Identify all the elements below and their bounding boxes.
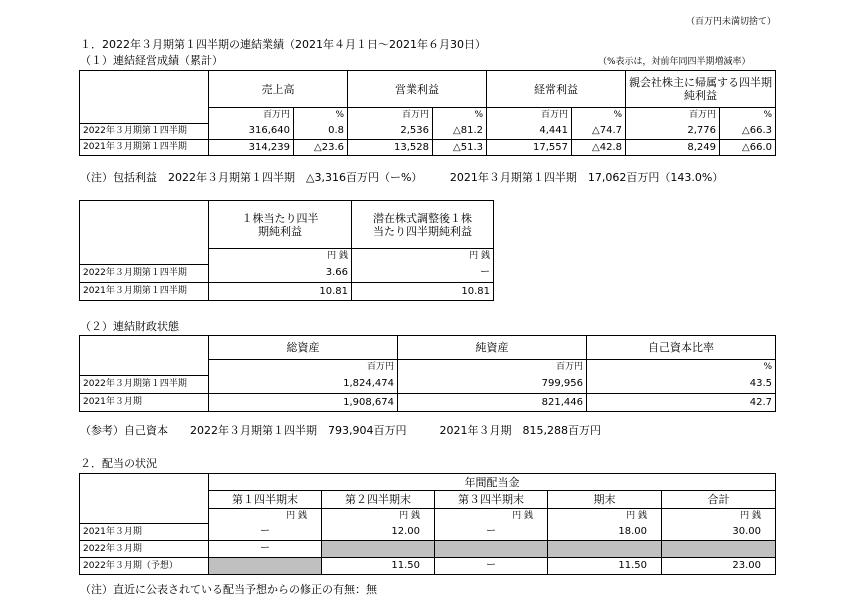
unit-cell: % <box>587 360 776 376</box>
table-row <box>80 376 776 394</box>
value-cell: △51.3 <box>433 140 487 156</box>
row-label: 2022年３月期第１四半期 <box>80 124 209 140</box>
header-total-assets: 総資産 <box>209 336 398 360</box>
row-label-header <box>80 71 209 108</box>
value-cell: △23.6 <box>294 140 348 156</box>
table-row <box>80 541 776 558</box>
value-cell: 1,824,474 <box>209 376 398 394</box>
value-cell: 23.00 <box>662 558 776 575</box>
value-cell: 10.81 <box>352 283 494 301</box>
value-cell: ー <box>352 265 494 283</box>
row-label: 2022年３月期第１四半期 <box>80 376 209 394</box>
header-annual-dividends: 年間配当金 <box>209 474 776 491</box>
unit-cell: 百万円 <box>487 108 572 124</box>
value-cell: △66.3 <box>720 124 776 140</box>
table-row <box>80 265 494 283</box>
value-cell: 42.7 <box>587 394 776 412</box>
unit-cell: % <box>572 108 626 124</box>
header-net-income: 親会社株主に帰属する四半期純利益 <box>626 71 776 108</box>
row-label: 2022年３月期第１四半期 <box>80 265 209 283</box>
header-net-sales: 売上高 <box>209 71 348 108</box>
table-row <box>80 124 776 140</box>
unit-cell: % <box>720 108 776 124</box>
financial-position-table <box>79 335 776 412</box>
value-cell: △66.0 <box>720 140 776 156</box>
row-label: 2021年３月期第１四半期 <box>80 140 209 156</box>
value-cell: ー <box>435 558 548 575</box>
header-diluted-eps: 潜在株式調整後１株当たり四半期純利益 <box>352 201 494 249</box>
value-cell: ー <box>209 524 322 541</box>
value-cell: 2,536 <box>348 124 433 140</box>
value-cell: 10.81 <box>209 283 352 301</box>
unit-cell: 百万円 <box>209 360 398 376</box>
unit-cell: 百万円 <box>398 360 587 376</box>
dividend-revision-note: （注）直近に公表されている配当予想からの修正の有無：無 <box>80 583 377 596</box>
row-label: 2021年３月期第１四半期 <box>80 283 209 301</box>
subsection-title-operating-results: （１）連結経営成績（累計） <box>80 54 223 67</box>
table-row <box>80 283 494 301</box>
unit-cell: 円 銭 <box>209 509 322 524</box>
value-cell: 314,239 <box>209 140 294 156</box>
value-cell: 11.50 <box>322 558 435 575</box>
header-operating-income: 営業利益 <box>348 71 487 108</box>
equity-reference-note: （参考）自己資本 2022年３月期第１四半期 793,904百万円 2021年３月期 815,288百万円 <box>80 424 601 437</box>
subsection-title-financial-position: （２）連結財政状態 <box>80 320 179 333</box>
value-cell: 30.00 <box>662 524 776 541</box>
unit-cell: 百万円 <box>209 108 294 124</box>
unit-cell: % <box>294 108 348 124</box>
header-ordinary-income: 経常利益 <box>487 71 626 108</box>
section-title-results: １．2022年３月期第１四半期の連結業績（2021年４月１日～2021年６月30日） <box>80 38 486 51</box>
value-cell: 316,640 <box>209 124 294 140</box>
header-net-assets: 純資産 <box>398 336 587 360</box>
operating-results-table <box>79 70 776 156</box>
empty-shaded-cell <box>435 541 548 558</box>
header-eps: １株当たり四半期純利益 <box>209 201 352 249</box>
header-q1-end: 第１四半期末 <box>209 491 322 509</box>
dividends-table <box>79 473 776 575</box>
empty-shaded-cell <box>662 541 776 558</box>
value-cell: 1,908,674 <box>209 394 398 412</box>
header-q2-end: 第２四半期末 <box>322 491 435 509</box>
value-cell: △42.8 <box>572 140 626 156</box>
empty-shaded-cell <box>548 541 662 558</box>
unit-cell: 円 銭 <box>209 249 352 265</box>
value-cell: 12.00 <box>322 524 435 541</box>
header-year-end: 期末 <box>548 491 662 509</box>
value-cell: 8,249 <box>626 140 720 156</box>
unit-cell: 円 銭 <box>435 509 548 524</box>
empty-shaded-cell <box>209 558 322 575</box>
value-cell: ー <box>435 524 548 541</box>
empty-shaded-cell <box>322 541 435 558</box>
value-cell: ー <box>209 541 322 558</box>
row-label: 2021年３月期 <box>80 394 209 412</box>
unit-cell: 円 銭 <box>322 509 435 524</box>
table-row <box>80 524 776 541</box>
unit-cell: 円 銭 <box>548 509 662 524</box>
value-cell: 18.00 <box>548 524 662 541</box>
percent-note: （%表示は，対前年同四半期増減率） <box>598 57 751 67</box>
unit-cell: 百万円 <box>626 108 720 124</box>
eps-table <box>79 200 494 301</box>
unit-cell: 円 銭 <box>352 249 494 265</box>
value-cell: 0.8 <box>294 124 348 140</box>
value-cell: △74.7 <box>572 124 626 140</box>
value-cell: 821,446 <box>398 394 587 412</box>
row-label: 2022年３月期 <box>80 541 209 558</box>
header-q3-end: 第３四半期末 <box>435 491 548 509</box>
value-cell: 11.50 <box>548 558 662 575</box>
row-label: 2022年３月期（予想） <box>80 558 209 575</box>
value-cell: 43.5 <box>587 376 776 394</box>
unit-cell: 円 銭 <box>662 509 776 524</box>
value-cell: 3.66 <box>209 265 352 283</box>
header-total: 合計 <box>662 491 776 509</box>
value-cell: 17,557 <box>487 140 572 156</box>
unit-note: （百万円未満切捨て） <box>686 17 777 27</box>
unit-cell: 百万円 <box>348 108 433 124</box>
table-row <box>80 394 776 412</box>
section-title-dividends: ２．配当の状況 <box>80 457 157 470</box>
value-cell: 4,441 <box>487 124 572 140</box>
comprehensive-income-note: （注）包括利益 2022年３月期第１四半期 △3,316百万円（ー%） 2021年３月期第１四半期 17,062百万円（143.0%） <box>80 171 724 184</box>
unit-cell: % <box>433 108 487 124</box>
header-equity-ratio: 自己資本比率 <box>587 336 776 360</box>
value-cell: 799,956 <box>398 376 587 394</box>
row-label: 2021年３月期 <box>80 524 209 541</box>
value-cell: △81.2 <box>433 124 487 140</box>
value-cell: 2,776 <box>626 124 720 140</box>
table-row <box>80 140 776 156</box>
value-cell: 13,528 <box>348 140 433 156</box>
table-row <box>80 558 776 575</box>
